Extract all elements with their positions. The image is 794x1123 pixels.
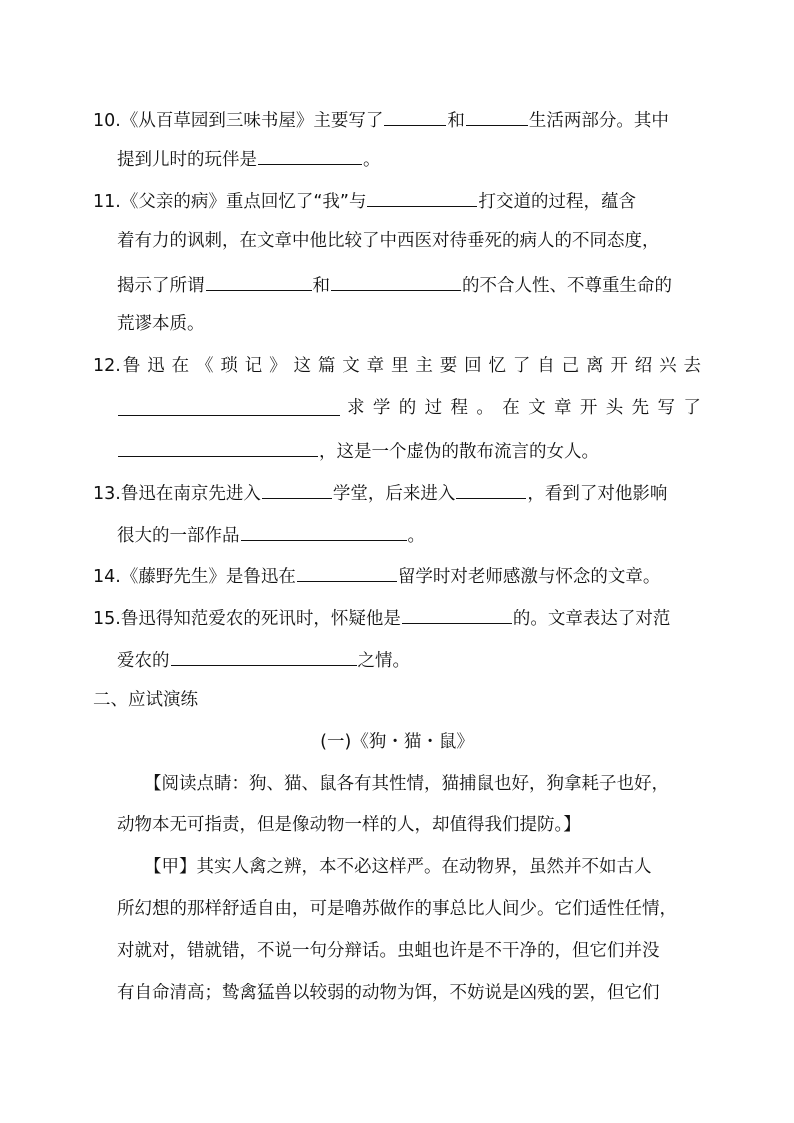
question-text: 和 bbox=[447, 111, 465, 131]
question-14-line-1 bbox=[93, 563, 660, 588]
question-13-line-1 bbox=[93, 480, 667, 505]
passage-line-1: 【甲】其实人禽之辨，本不必这样严。在动物界，虽然并不如古人 bbox=[144, 857, 652, 877]
question-text: 之情。 bbox=[357, 651, 410, 671]
question-number: 10. bbox=[93, 111, 121, 131]
question-text: 学堂，后来进入 bbox=[332, 484, 456, 504]
question-text: 《父亲的病》重点回忆了“我”与 bbox=[120, 192, 367, 212]
question-text: 着有力的讽刺，在文章中他比较了中西医对待垂死的病人的不同态度， bbox=[117, 231, 660, 251]
passage-line-3: 对就对，错就错，不说一句分辩话。虫蛆也许是不干净的，但它们并没 bbox=[117, 941, 660, 961]
question-text: 《从百草园到三味书屋》主要写了 bbox=[120, 111, 384, 131]
question-number: 15. bbox=[93, 609, 121, 629]
question-number: 12. bbox=[93, 356, 121, 376]
question-text: ，看到了对他影响 bbox=[527, 484, 668, 504]
question-11-line-3 bbox=[117, 272, 672, 297]
question-text: 鲁迅得知范爱农的死讯时，怀疑他是 bbox=[120, 609, 401, 629]
question-13-line-2 bbox=[117, 522, 425, 547]
blank bbox=[367, 188, 477, 207]
question-text: 。 bbox=[407, 526, 425, 546]
question-10-line-2 bbox=[117, 146, 381, 171]
reading-title: (一)《狗・猫・鼠》 bbox=[320, 732, 474, 752]
question-text: 提到儿时的玩伴是 bbox=[117, 150, 257, 170]
question-text: ，这是一个虚伪的散布流言的女人。 bbox=[319, 442, 599, 462]
section-heading: 二、应试演练 bbox=[93, 690, 198, 710]
question-10-line-1 bbox=[93, 107, 669, 132]
blank bbox=[466, 107, 528, 126]
question-text: 揭示了所谓 bbox=[117, 276, 205, 296]
question-number: 13. bbox=[93, 484, 121, 504]
question-text: 留学时对老师感激与怀念的文章。 bbox=[397, 567, 661, 587]
question-text: 荒谬本质。 bbox=[117, 314, 205, 334]
question-text: 求 学 的 过 程 。 在 文 章 开 头 先 写 了 bbox=[347, 398, 701, 418]
question-11-line-1 bbox=[93, 188, 636, 213]
blank bbox=[331, 272, 461, 291]
blank bbox=[171, 647, 357, 666]
question-text: 《藤野先生》是鲁迅在 bbox=[120, 567, 296, 587]
reading-tip-line-2: 动物本无可指责，但是像动物一样的人，却值得我们提防。】 bbox=[117, 815, 581, 835]
blank bbox=[262, 480, 332, 499]
question-text: 很大的一部作品 bbox=[117, 526, 240, 546]
blank bbox=[402, 605, 512, 624]
blank bbox=[384, 107, 446, 126]
question-15-line-1 bbox=[93, 605, 670, 630]
blank bbox=[241, 522, 407, 541]
blank bbox=[297, 563, 397, 582]
question-text: 和 bbox=[312, 276, 330, 296]
question-text: 爱农的 bbox=[117, 651, 170, 671]
question-12-line-3 bbox=[117, 438, 599, 463]
question-text: 打交道的过程，蕴含 bbox=[478, 192, 636, 212]
reading-tip-line-1: 【阅读点睛：狗、猫、鼠各有其性情，猫捕鼠也好，狗拿耗子也好， bbox=[144, 774, 669, 794]
question-text: 的。文章表达了对范 bbox=[512, 609, 671, 629]
question-11-line-4 bbox=[117, 313, 205, 335]
question-number: 11. bbox=[93, 192, 121, 212]
question-number: 14. bbox=[93, 567, 121, 587]
blank bbox=[118, 438, 318, 457]
blank bbox=[456, 480, 526, 499]
question-text: 鲁 迅 在 《 琐 记 》 这 篇 文 章 里 主 要 回 忆 了 自 己 离 开 绍 兴 去 bbox=[122, 356, 701, 376]
question-12-line-1 bbox=[93, 355, 701, 377]
passage-line-4: 有自命清高；鸷禽猛兽以较弱的动物为饵，不妨说是凶残的罢，但它们 bbox=[117, 983, 660, 1003]
blank bbox=[118, 397, 340, 416]
passage-line-2: 所幻想的那样舒适自由，可是噜苏做作的事总比人间少。它们适性任情， bbox=[117, 899, 677, 919]
question-text: 生活两部分。其中 bbox=[528, 111, 669, 131]
blank bbox=[258, 146, 362, 165]
blank bbox=[206, 272, 312, 291]
question-11-line-2 bbox=[117, 230, 660, 252]
question-text: 。 bbox=[363, 150, 381, 170]
question-15-line-2 bbox=[117, 647, 410, 672]
question-text: 鲁迅在南京先进入 bbox=[120, 484, 261, 504]
question-12-line-2 bbox=[117, 397, 701, 419]
question-text: 的不合人性、不尊重生命的 bbox=[462, 276, 672, 296]
